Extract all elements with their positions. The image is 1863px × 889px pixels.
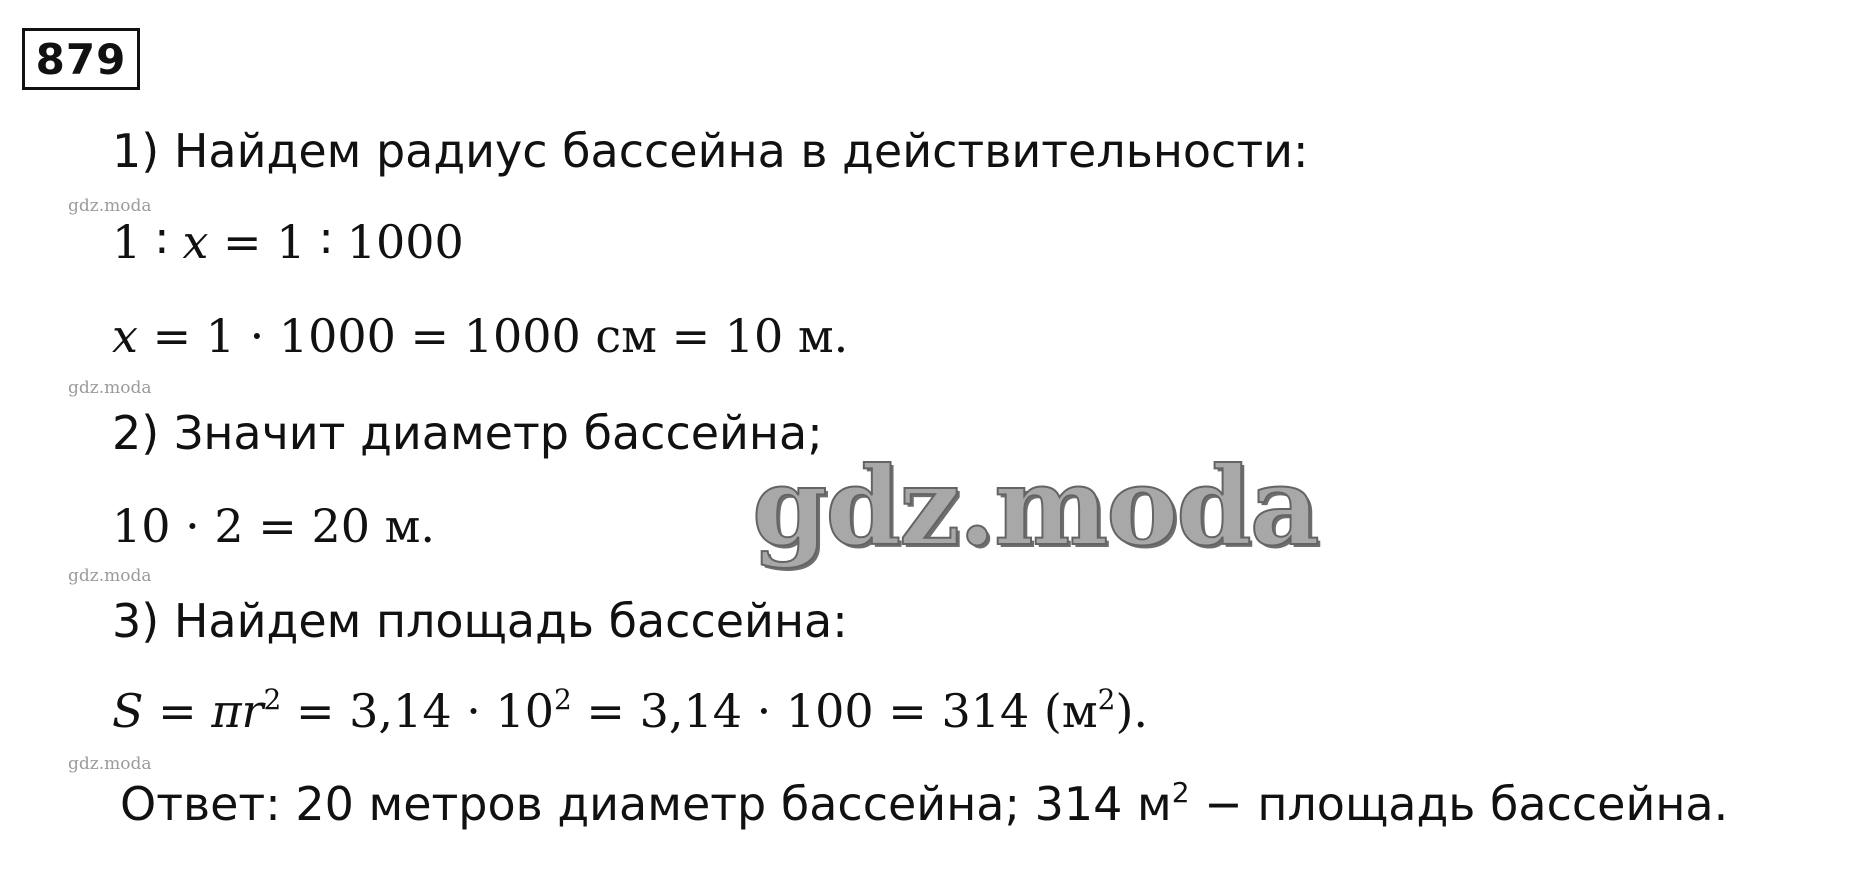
exponent: 2	[1097, 682, 1116, 716]
pi-symbol: π	[211, 684, 242, 738]
step1-ratio-left: 1 ∶	[112, 215, 183, 269]
problem-number-box	[22, 28, 140, 90]
watermark-large: gdz.moda	[752, 444, 1318, 570]
step3-result: = 3,14 · 100 = 314 (м	[571, 684, 1098, 738]
watermark-small: gdz.moda	[68, 378, 152, 398]
step1-calc-expression: = 1 · 1000 = 1000 см = 10 м.	[137, 309, 849, 363]
area-symbol: S	[112, 684, 144, 738]
answer-exponent: 2	[1171, 775, 1190, 809]
radius-symbol: r	[241, 684, 264, 738]
problem-number: 879	[35, 34, 127, 84]
step1-ratio	[112, 214, 464, 270]
step3-end: ).	[1115, 684, 1149, 738]
step1-ratio-variable: x	[182, 215, 209, 269]
watermark-small: gdz.moda	[68, 196, 152, 216]
step2-heading: 2) Значит диаметр бассейна;	[112, 406, 823, 460]
step1-calculation	[112, 308, 848, 364]
step3-substitution: = 3,14 · 10	[281, 684, 554, 738]
step1-ratio-right: = 1 ∶ 1000	[208, 215, 464, 269]
step3-calculation	[112, 683, 1148, 739]
equals-sign: =	[143, 684, 212, 738]
exponent: 2	[553, 682, 572, 716]
answer-text-start: Ответ: 20 метров диаметр бассейна; 314 м	[120, 777, 1172, 831]
step1-heading: 1) Найдем радиус бассейна в действительности:	[112, 124, 1309, 178]
step3-heading: 3) Найдем площадь бассейна:	[112, 594, 848, 648]
exponent: 2	[263, 682, 282, 716]
answer-text-end: − площадь бассейна.	[1189, 777, 1729, 831]
watermark-small: gdz.moda	[68, 566, 152, 586]
watermark-small: gdz.moda	[68, 754, 152, 774]
step2-calculation: 10 · 2 = 20 м.	[112, 499, 436, 553]
step1-calc-variable: x	[112, 309, 138, 363]
answer-line	[120, 776, 1728, 832]
